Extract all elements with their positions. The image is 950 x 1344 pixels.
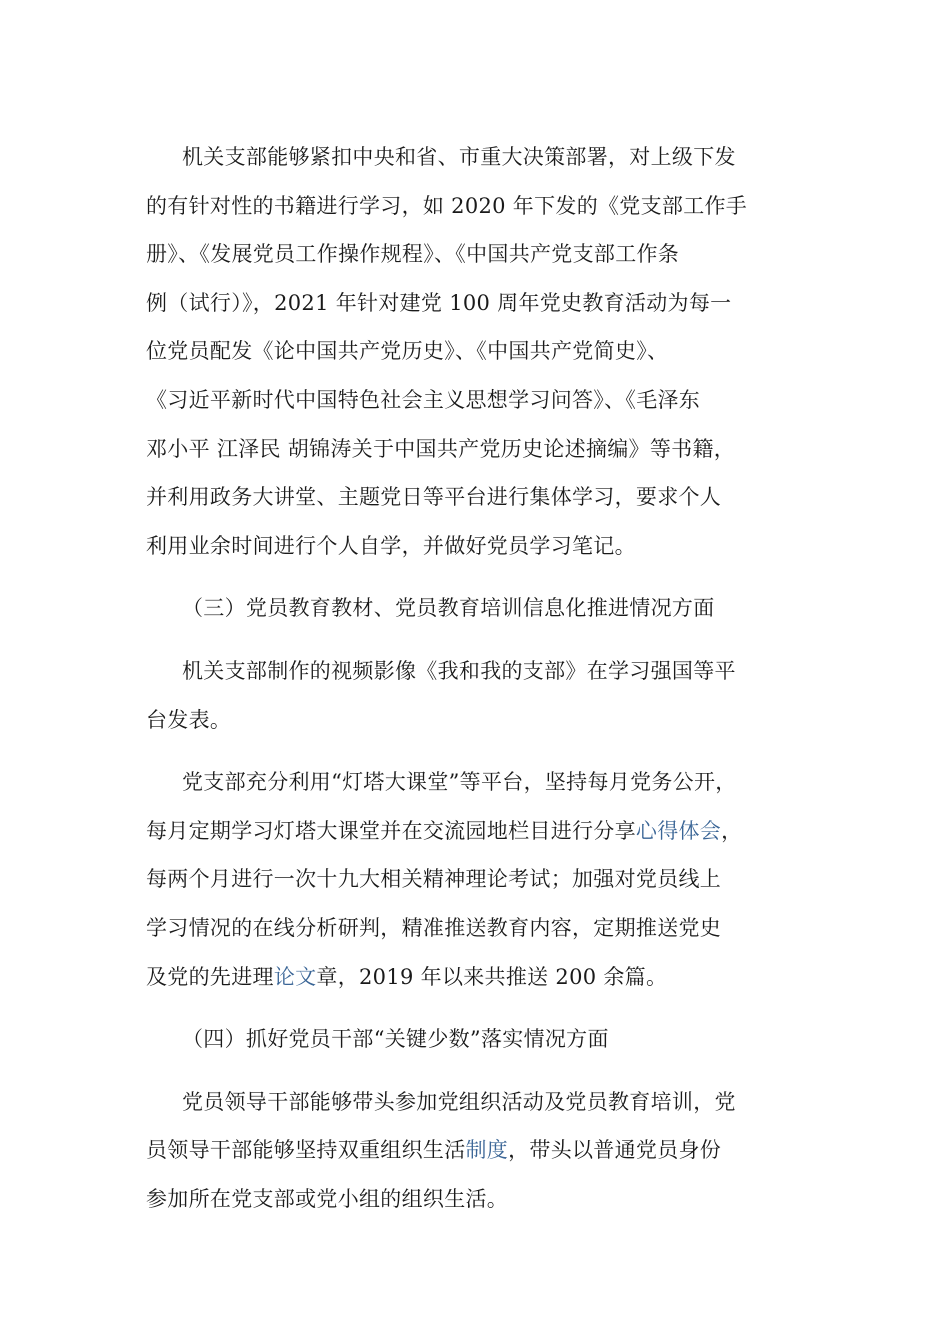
- text-line: 机关支部制作的视频影像《我和我的支部》在学习强国等平: [182, 658, 736, 683]
- text-segment: 章，2019 年以来共推送 200 余篇。: [316, 964, 668, 989]
- text-segment: 每月定期学习灯塔大课堂并在交流园地栏目进行分享: [146, 818, 636, 843]
- text-line: 学习情况的在线分析研判，精准推送教育内容，定期推送党史: [146, 915, 722, 940]
- text-line: 台发表。: [146, 707, 232, 732]
- text-line: 《习近平新时代中国特色社会主义思想学习问答》、《毛泽东: [146, 387, 701, 412]
- text-line: 邓小平 江泽民 胡锦涛关于中国共产党历史论述摘编》等书籍，: [146, 436, 736, 461]
- text-line: 位党员配发《论中国共产党历史》、《中国共产党简史》、: [146, 339, 669, 364]
- paragraph-platform: [146, 758, 806, 1001]
- text-segment: 员领导干部能够坚持双重组织生活: [146, 1138, 466, 1163]
- paragraph-leaders: [146, 1078, 806, 1224]
- paragraph-study-materials: [146, 133, 806, 570]
- section-heading-4: （四）抓好党员干部“关键少数”落实情况方面: [182, 1027, 609, 1052]
- link-lunwen[interactable]: 论文: [273, 964, 317, 989]
- text-line: 机关支部能够紧扣中央和省、市重大决策部署，对上级下发: [182, 145, 736, 169]
- link-xinde-tihui[interactable]: 心得体会: [635, 818, 722, 843]
- text-line: 参加所在党支部或党小组的组织生活。: [146, 1186, 509, 1211]
- text-line: 的有针对性的书籍进行学习，如 2020 年下发的《党支部工作手: [146, 193, 748, 218]
- text-line: 党支部充分利用“灯塔大课堂”等平台，坚持每月党务公开，: [182, 770, 737, 795]
- text-line: 党员领导干部能够带头参加党组织活动及党员教育培训，党: [182, 1089, 736, 1114]
- text-segment: 及党的先进理: [146, 964, 274, 989]
- text-segment: ，: [721, 818, 743, 843]
- text-line: 并利用政务大讲堂、主题党日等平台进行集体学习，要求个人: [146, 485, 722, 510]
- document-body: [146, 133, 806, 1223]
- link-zhidu[interactable]: 制度: [465, 1138, 509, 1163]
- text-line: 每两个月进行一次十九大相关精神理论考试；加强对党员线上: [146, 867, 722, 892]
- section-heading-3: （三）党员教育教材、党员教育培训信息化推进情况方面: [182, 596, 715, 621]
- text-segment: ，带头以普通党员身份: [508, 1138, 722, 1163]
- text-line: [146, 1126, 806, 1175]
- text-line: 册》、《发展党员工作操作规程》、《中国共产党支部工作条: [146, 242, 680, 267]
- text-line: 例（试行）》，2021 年针对建党 100 周年党史教育活动为每一: [146, 290, 732, 315]
- text-line: [146, 807, 806, 856]
- text-line: [146, 953, 806, 1002]
- text-line: 利用业余时间进行个人自学，并做好党员学习笔记。: [146, 533, 636, 558]
- paragraph-video: [146, 647, 806, 744]
